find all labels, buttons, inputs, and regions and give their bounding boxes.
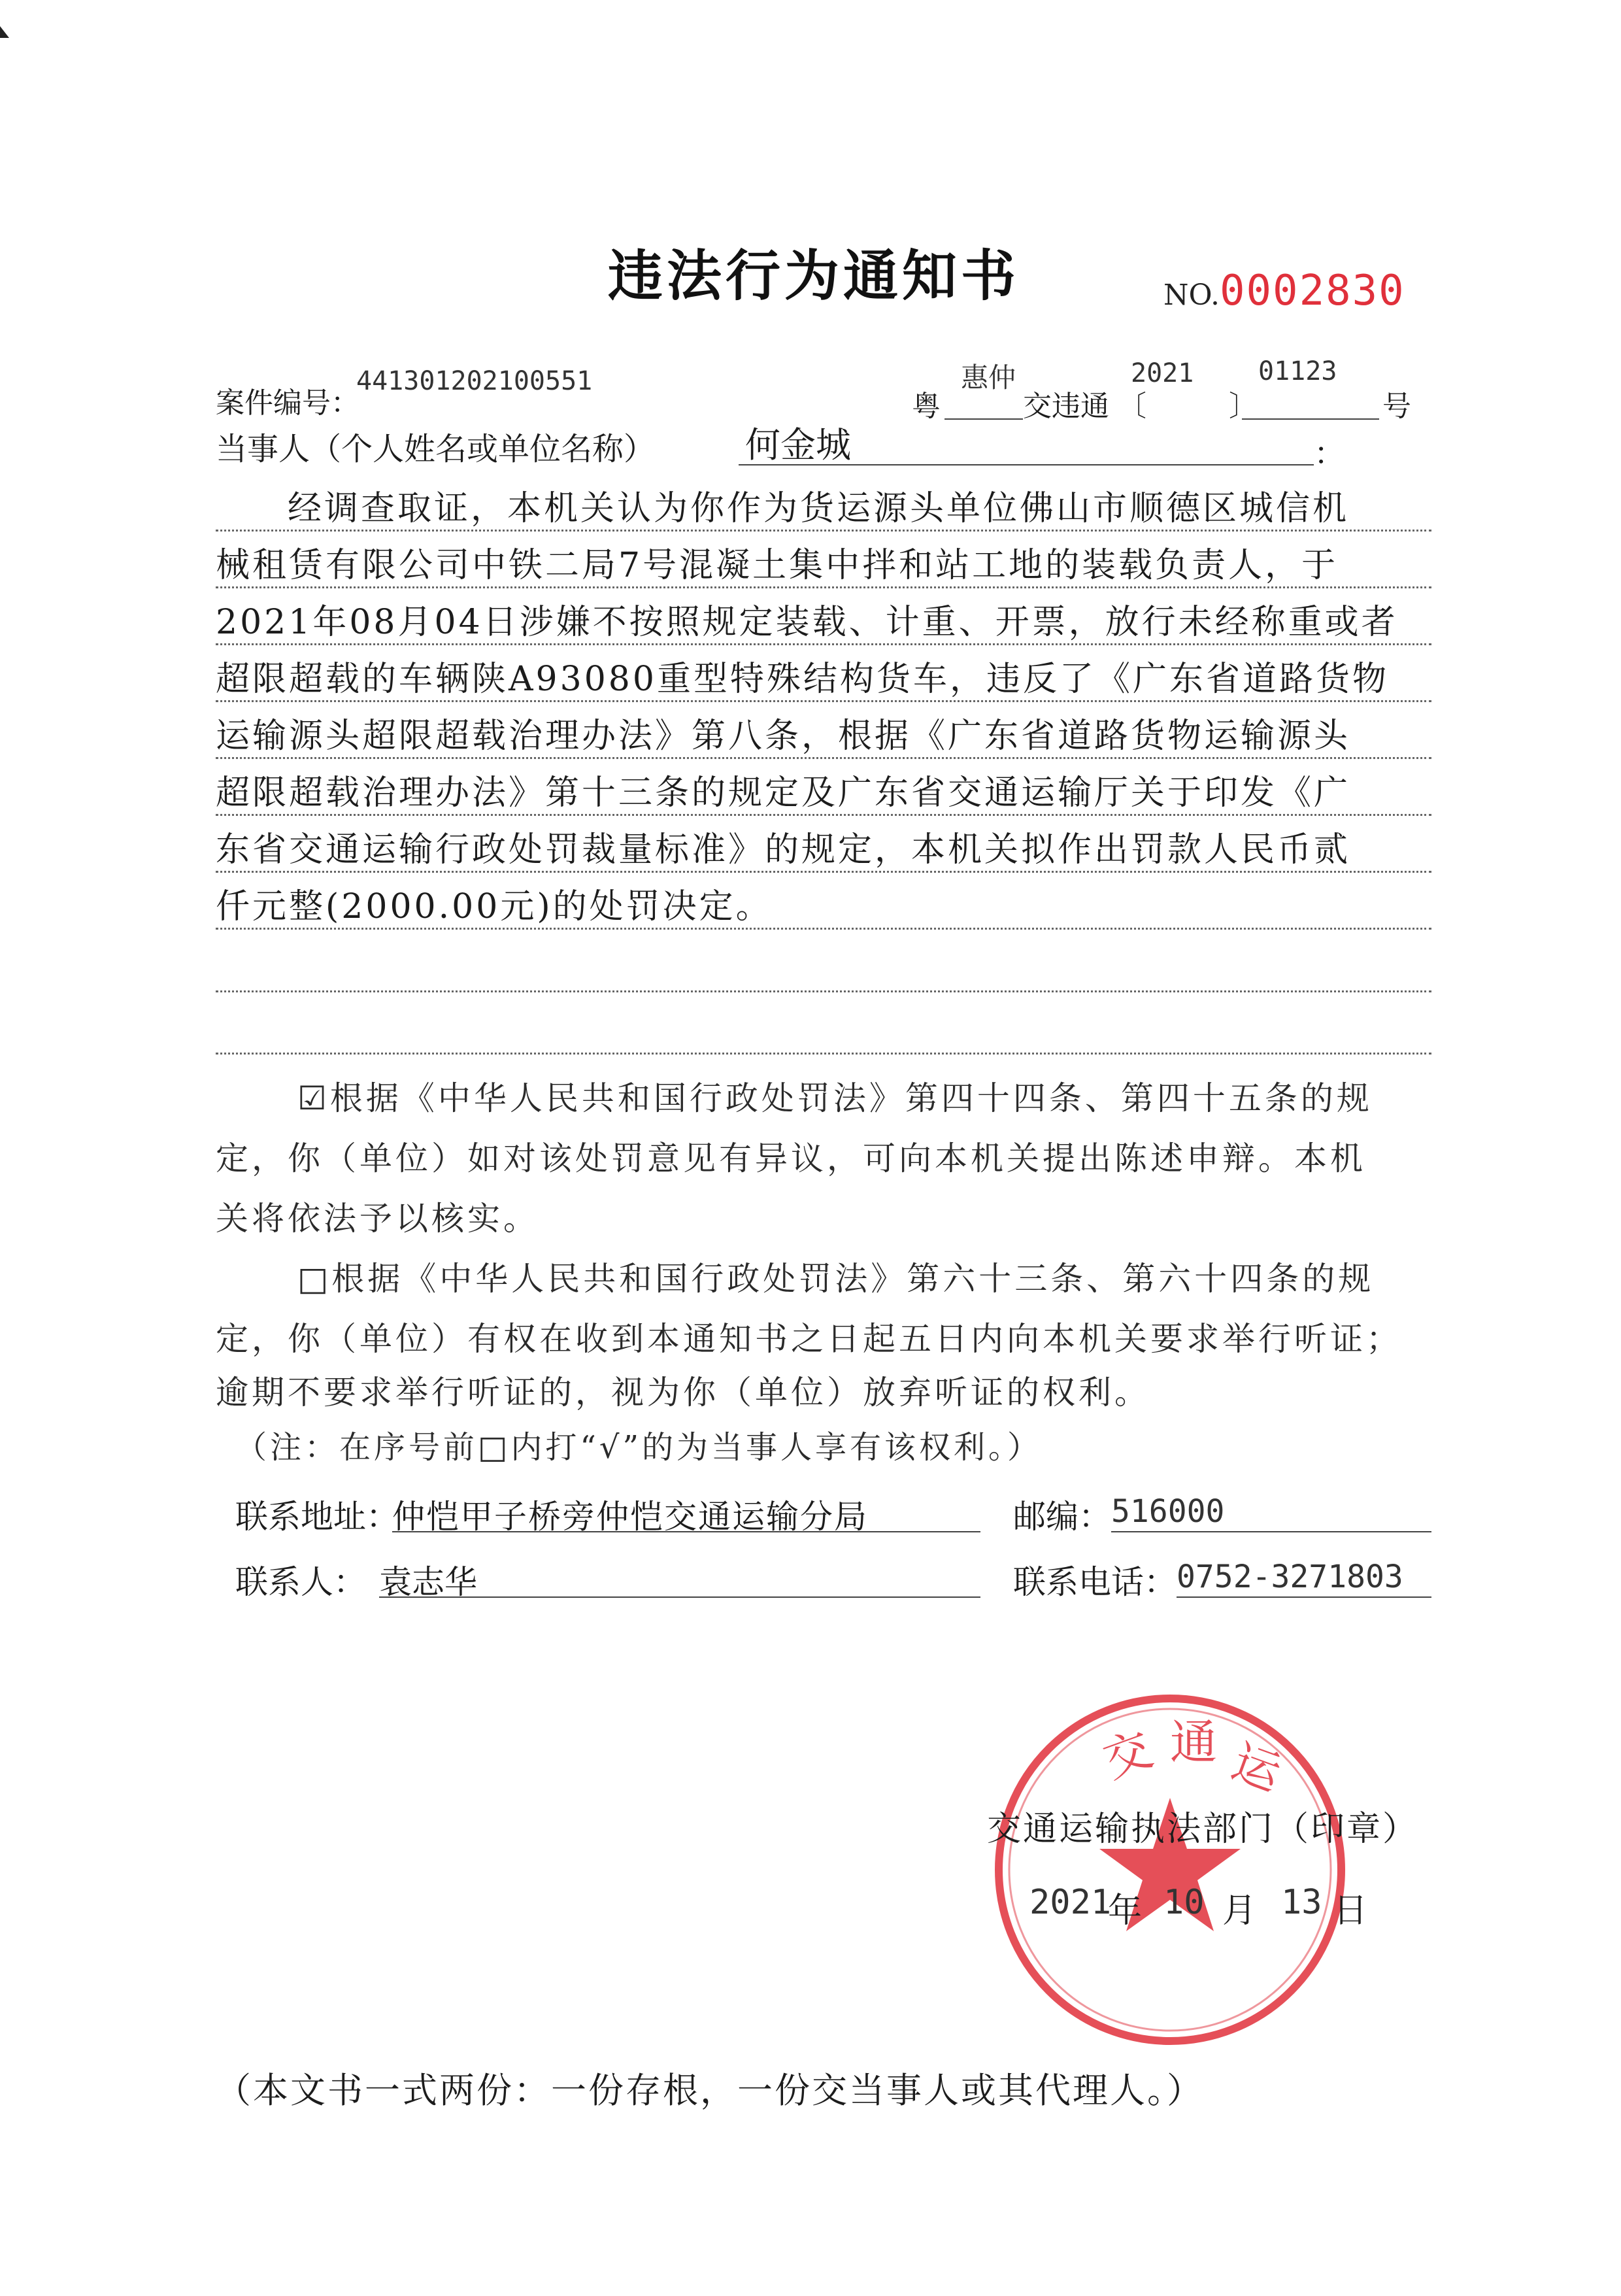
official-seal bbox=[987, 1687, 1353, 2053]
ref-city-underline bbox=[944, 418, 1023, 420]
party-name: 何金城 bbox=[745, 424, 851, 465]
contact-person-value: 袁志华 bbox=[379, 1563, 477, 1601]
ref-seq-underline bbox=[1242, 418, 1379, 420]
ref-paren-open: 〔 bbox=[1118, 390, 1146, 423]
date-day-char: 日 bbox=[1333, 1891, 1368, 1931]
ref-province: 粤 bbox=[912, 390, 941, 423]
address-label: 联系地址： bbox=[235, 1498, 399, 1536]
postcode-value: 516000 bbox=[1111, 1493, 1225, 1530]
document-title: 违法行为通知书 bbox=[608, 243, 1020, 308]
contact-person-label: 联系人： bbox=[235, 1563, 366, 1601]
dotted-rule bbox=[216, 814, 1431, 816]
ref-suffix: 号 bbox=[1382, 390, 1411, 423]
case-number-label: 案件编号： bbox=[216, 386, 359, 420]
svg-text:交: 交 bbox=[1096, 1721, 1160, 1789]
dotted-rule bbox=[216, 586, 1431, 588]
dotted-rule bbox=[216, 643, 1431, 645]
address-value: 仲恺甲子桥旁仲恺交通运输分局 bbox=[392, 1498, 868, 1536]
date-day: 13 bbox=[1281, 1883, 1322, 1922]
postcode-underline bbox=[1111, 1531, 1431, 1532]
ref-city: 惠仲 bbox=[961, 362, 1016, 394]
address-underline bbox=[392, 1531, 980, 1532]
rights-statement-line: ☑根据《中华人民共和国行政处罚法》第四十四条、第四十五条的规 bbox=[297, 1079, 1373, 1117]
dotted-rule bbox=[216, 990, 1431, 992]
body-line: 运输源头超限超载治理办法》第八条，根据《广东省道路货物运输源头 bbox=[216, 717, 1351, 756]
body-line: 超限超载治理办法》第十三条的规定及广东省交通运输厅关于印发《广 bbox=[216, 773, 1351, 813]
dotted-rule bbox=[216, 530, 1431, 532]
ref-paren-close: 〕 bbox=[1229, 390, 1258, 423]
ref-mid: 交违通 bbox=[1023, 390, 1109, 423]
footer-note: （本文书一式两份：一份存根，一份交当事人或其代理人。） bbox=[216, 2070, 1204, 2111]
svg-text:运: 运 bbox=[1225, 1734, 1288, 1802]
document-number-value: 0002830 bbox=[1219, 267, 1405, 315]
dotted-rule bbox=[216, 871, 1431, 873]
rights-statement-line: 逾期不要求举行听证的，视为你（单位）放弃听证的权利。 bbox=[216, 1374, 1150, 1411]
rights-statement-line: 关将依法予以核实。 bbox=[216, 1200, 539, 1238]
date-year-char: 年 bbox=[1108, 1891, 1143, 1931]
rights-statement-line: □根据《中华人民共和国行政处罚法》第六十三条、第六十四条的规 bbox=[297, 1260, 1375, 1298]
date-year: 2021 bbox=[1029, 1883, 1112, 1922]
party-underline bbox=[739, 464, 1314, 465]
body-line: 2021年08月04日涉嫌不按照规定装载、计重、开票，放行未经称重或者 bbox=[216, 603, 1398, 642]
document-number bbox=[1163, 267, 1405, 315]
date-month-char: 月 bbox=[1222, 1891, 1257, 1931]
body-line: 东省交通运输行政处罚裁量标准》的规定，本机关拟作出罚款人民币贰 bbox=[216, 830, 1351, 869]
case-number-value: 441301202100551 bbox=[356, 366, 593, 396]
phone-label: 联系电话： bbox=[1013, 1563, 1177, 1601]
body-line: 械租赁有限公司中铁二局7号混凝土集中拌和站工地的装载负责人，于 bbox=[216, 546, 1339, 585]
dotted-rule bbox=[216, 1053, 1431, 1055]
postcode-label: 邮编： bbox=[1013, 1498, 1111, 1536]
phone-underline bbox=[1177, 1596, 1431, 1598]
party-label: 当事人（个人姓名或单位名称） bbox=[216, 431, 656, 467]
rights-note: （注：在序号前□内打“√”的为当事人享有该权利。） bbox=[235, 1429, 1043, 1466]
date-month: 10 bbox=[1163, 1883, 1205, 1922]
dotted-rule bbox=[216, 757, 1431, 759]
rights-statement-line: 定，你（单位）有权在收到本通知书之日起五日内向本机关要求举行听证； bbox=[216, 1320, 1402, 1358]
ref-year: 2021 bbox=[1131, 358, 1194, 388]
rights-statement-line: 定，你（单位）如对该处罚意见有异议，可向本机关提出陈述申辩。本机 bbox=[216, 1140, 1366, 1177]
ref-seq: 01123 bbox=[1258, 356, 1337, 386]
dotted-rule bbox=[216, 700, 1431, 702]
phone-value: 0752-3271803 bbox=[1177, 1559, 1403, 1595]
party-colon: ： bbox=[1314, 435, 1346, 472]
scan-corner-mark bbox=[0, 26, 9, 38]
issuer: 交通运输执法部门（印章） bbox=[987, 1810, 1419, 1849]
body-line: 经调查取证，本机关认为你作为货运源头单位佛山市顺德区城信机 bbox=[288, 489, 1350, 528]
dotted-rule bbox=[216, 928, 1431, 930]
svg-text:通: 通 bbox=[1170, 1715, 1218, 1770]
contact-person-underline bbox=[379, 1596, 980, 1598]
body-line: 超限超载的车辆陕A93080重型特殊结构货车，违反了《广东省道路货物 bbox=[216, 660, 1389, 699]
document-number-prefix: NO. bbox=[1163, 279, 1220, 312]
body-line: 仟元整(2000.00元)的处罚决定。 bbox=[216, 887, 773, 926]
